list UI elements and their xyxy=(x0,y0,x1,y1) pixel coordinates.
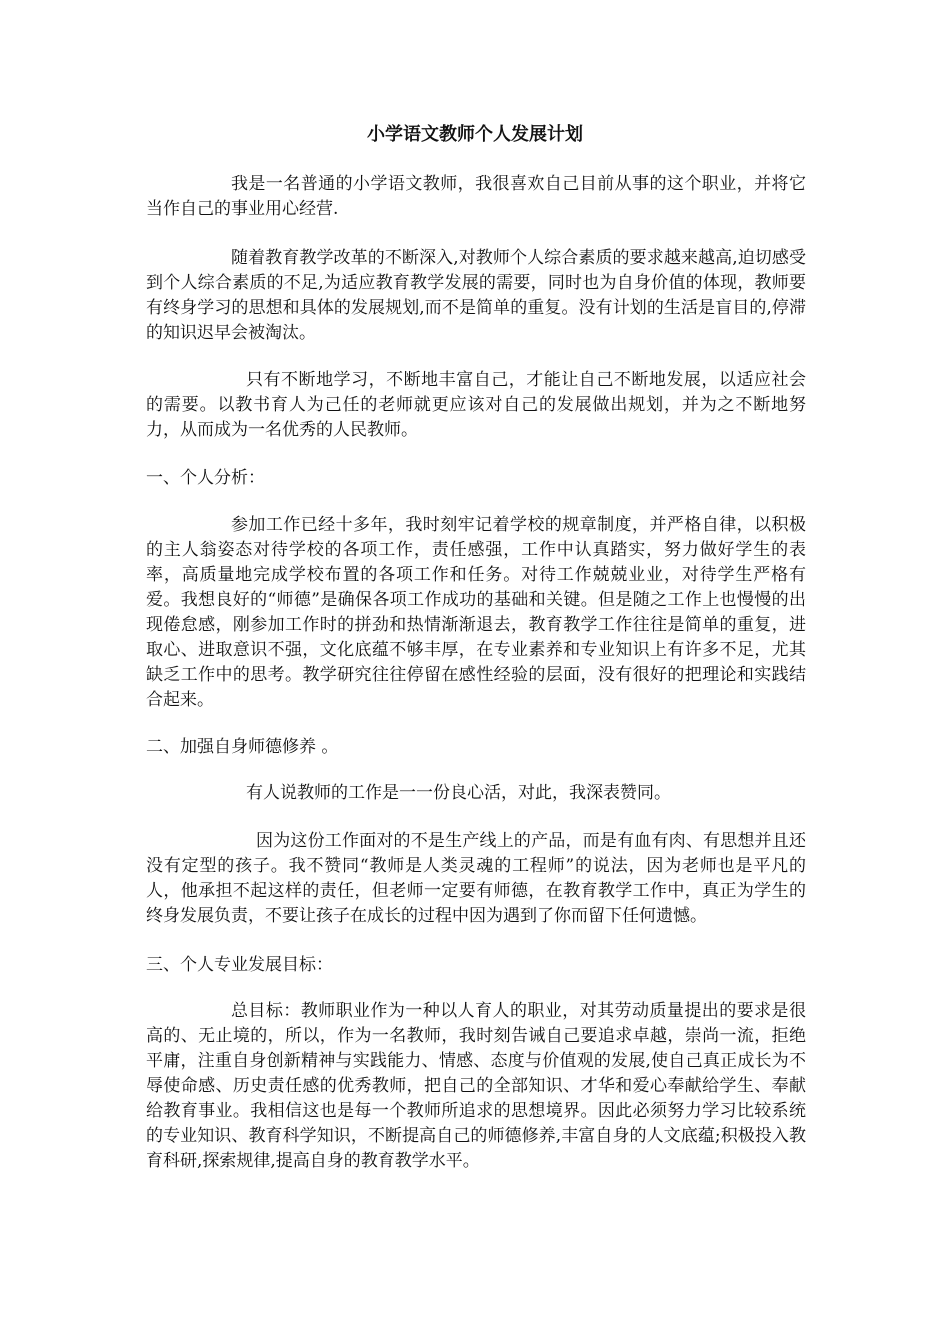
document-title: 小学语文教师个人发展计划 xyxy=(367,124,583,145)
paragraph-conscience: 有人说教师的工作是一一份良心活，对此，我深表赞同。 xyxy=(246,783,671,803)
paragraph-intro: 我是一名普通的小学语文教师，我很喜欢自己目前从事的这个职业，并将它当作自己的事业用心经营. xyxy=(146,174,806,219)
paragraph-learning: 只有不断地学习，不断地丰富自己，才能让自己不断地发展，以适应社会的需要。以教书育人为己任的老师就更应该对自己的发展做出规划，并为之不断地努力，从而成为一名优秀的人民教师。 xyxy=(146,370,806,440)
paragraph-analysis: 参加工作已经十多年，我时刻牢记着学校的规章制度，并严格自律，以积极的主人翁姿态对待学校的各项工作，责任感强，工作中认真踏实，努力做好学生的表率，高质量地完成学校布置的各项工作和任务。对待工作兢兢业业，对待学生严格有爱。我想良好的“师德”是确保各项工作成功的基础和关键。但是随之工作上也慢慢的出现倦怠感，刚参加工作时的拼劲和热情渐渐退去，教育教学工作往往是简单的重复，进取心、进取意识不强，文化底蕴不够丰厚，在专业素养和专业知识上有许多不足，尤其缺乏工作中的思考。教学研究往往停留在感性经验的层面，没有很好的把理论和实践结合起来。 xyxy=(146,515,806,710)
paragraph-reform: 随着教育教学改革的不断深入,对教师个人综合素质的要求越来越高,迫切感受到个人综合素质的不足,为适应教育教学发展的需要，同时也为自身价值的体现，教师要有终身学习的思想和具体的发展规划,而不是简单的重复。没有计划的生活是盲目的,停滞的知识迟早会被淘汰。 xyxy=(146,248,806,343)
heading-ethics: 二、加强自身师德修养 。 xyxy=(146,737,339,757)
paragraph-children: 因为这份工作面对的不是生产线上的产品，而是有血有肉、有思想并且还没有定型的孩子。我不赞同“教师是人类灵魂的工程师”的说法，因为老师也是平凡的人，他承担不起这样的责任，但老师一定要有师德，在教育教学工作中，真正为学生的终身发展负责，不要让孩子在成长的过程中因为遇到了你而留下任何遗憾。 xyxy=(146,831,806,926)
heading-personal-analysis: 一、个人分析： xyxy=(146,468,265,488)
paragraph-overall-goal: 总目标：教师职业作为一种以人育人的职业，对其劳动质量提出的要求是很高的、无止境的，所以，作为一名教师，我时刻告诫自己要追求卓越，崇尚一流，拒绝平庸，注重自身创新精神与实践能力、情感、态度与价值观的发展,使自己真正成长为不辱使命感、历史责任感的优秀教师，把自己的全部知识、才华和爱心奉献给学生、奉献给教育事业。我相信这也是每一个教师所追求的思想境界。因此必须努力学习比较系统的专业知识、教育科学知识，不断提高自己的师德修养,丰富自身的人文底蕴;积极投入教育科研,探索规律,提高自身的教育教学水平。 xyxy=(146,1001,806,1171)
heading-professional-goals: 三、个人专业发展目标： xyxy=(146,955,333,975)
